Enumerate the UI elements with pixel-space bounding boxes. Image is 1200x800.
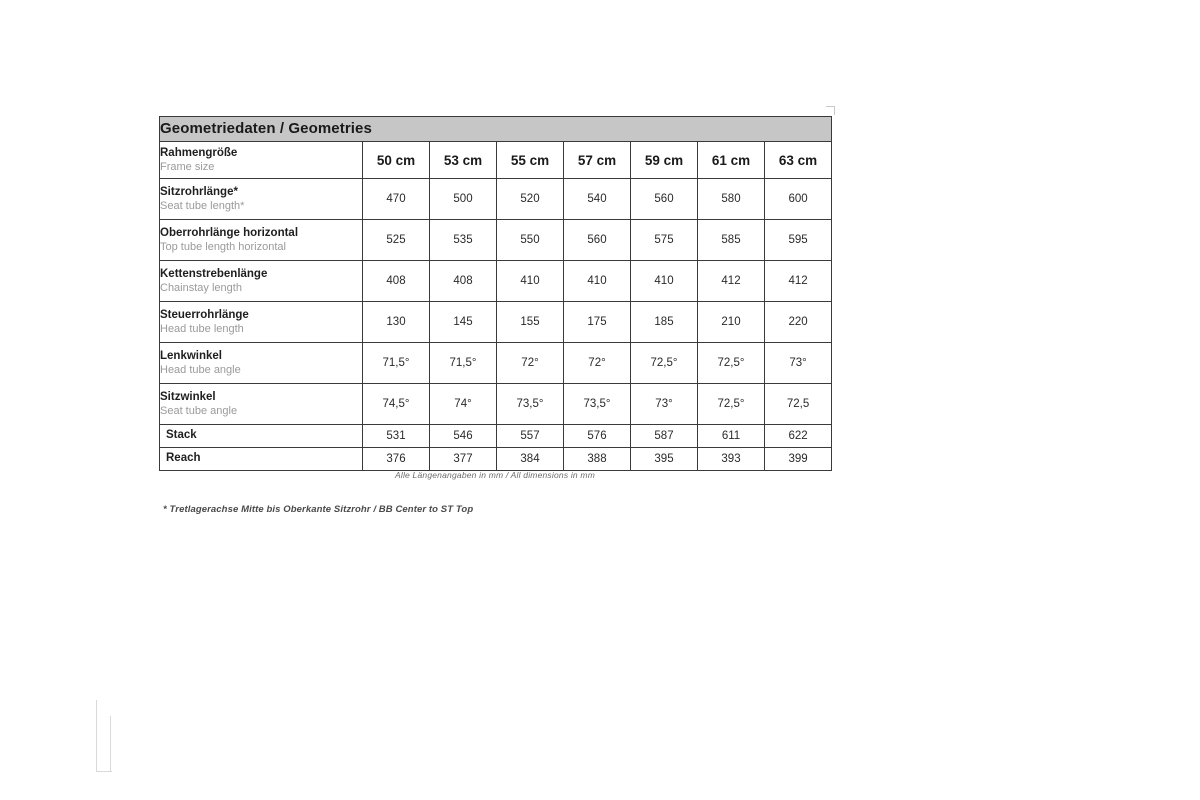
row-label-de: Oberrohrlänge horizontal	[160, 227, 299, 239]
data-cell: 408	[363, 261, 430, 302]
data-cell: 73,5°	[564, 384, 631, 425]
row-label-de: Lenkwinkel	[160, 350, 222, 362]
data-cell: 130	[363, 302, 430, 343]
data-cell: 576	[564, 425, 631, 448]
scan-artifact-line	[96, 771, 112, 772]
row-label-en: Seat tube angle	[160, 405, 238, 417]
table-row	[160, 448, 832, 471]
table-row	[160, 302, 832, 343]
footnote-bb-center: * Tretlagerachse Mitte bis Oberkante Sitzrohr / BB Center to ST Top	[163, 504, 474, 515]
scan-artifact-line	[96, 700, 97, 772]
data-cell: 220	[765, 302, 832, 343]
data-cell: 72°	[497, 343, 564, 384]
row-label-de: Sitzwinkel	[160, 391, 216, 403]
table-row	[160, 384, 832, 425]
row-label-cell	[160, 220, 363, 261]
row-label-de: Reach	[166, 452, 201, 464]
row-label-en: Top tube length horizontal	[160, 241, 286, 253]
row-label-en: Head tube length	[160, 323, 244, 335]
row-label-en: Seat tube length*	[160, 200, 245, 212]
table-title: Geometriedaten / Geometries	[160, 120, 372, 137]
data-cell: 595	[765, 220, 832, 261]
header-size-59: 59 cm	[631, 142, 698, 179]
table-title-row	[160, 117, 832, 142]
data-cell: 399	[765, 448, 832, 471]
data-cell: 546	[430, 425, 497, 448]
data-cell: 587	[631, 425, 698, 448]
table-row	[160, 425, 832, 448]
header-size-53: 53 cm	[430, 142, 497, 179]
row-label-de: Kettenstrebenlänge	[160, 268, 268, 280]
row-label-cell	[160, 302, 363, 343]
data-cell: 72,5°	[631, 343, 698, 384]
row-label-de: Stack	[166, 429, 197, 441]
table-row	[160, 179, 832, 220]
data-cell: 410	[497, 261, 564, 302]
table-row	[160, 220, 832, 261]
row-label-en: Chainstay length	[160, 282, 242, 294]
data-cell: 585	[698, 220, 765, 261]
data-cell: 412	[698, 261, 765, 302]
data-cell: 145	[430, 302, 497, 343]
data-cell: 410	[631, 261, 698, 302]
data-cell: 395	[631, 448, 698, 471]
scan-artifact-line	[110, 716, 111, 772]
data-cell: 73°	[631, 384, 698, 425]
geometry-table	[159, 116, 832, 471]
data-cell: 74,5°	[363, 384, 430, 425]
data-cell: 600	[765, 179, 832, 220]
data-cell: 408	[430, 261, 497, 302]
table-row	[160, 261, 832, 302]
row-label-cell	[160, 448, 363, 471]
data-cell: 384	[497, 448, 564, 471]
data-cell: 520	[497, 179, 564, 220]
data-cell: 388	[564, 448, 631, 471]
header-label-en: Frame size	[160, 161, 215, 173]
data-cell: 535	[430, 220, 497, 261]
data-cell: 72,5°	[698, 343, 765, 384]
table-header-row	[160, 142, 832, 179]
dimensions-note: Alle Längenangaben in mm / All dimensions in mm	[395, 470, 595, 480]
data-cell: 175	[564, 302, 631, 343]
data-cell: 410	[564, 261, 631, 302]
data-cell: 611	[698, 425, 765, 448]
table-title-cell	[160, 117, 832, 142]
header-size-50: 50 cm	[363, 142, 430, 179]
data-cell: 550	[497, 220, 564, 261]
header-size-55: 55 cm	[497, 142, 564, 179]
data-cell: 72,5°	[698, 384, 765, 425]
data-cell: 531	[363, 425, 430, 448]
data-cell: 71,5°	[430, 343, 497, 384]
data-cell: 393	[698, 448, 765, 471]
data-cell: 622	[765, 425, 832, 448]
data-cell: 500	[430, 179, 497, 220]
header-label-de: Rahmengröße	[160, 147, 238, 159]
data-cell: 560	[631, 179, 698, 220]
data-cell: 74°	[430, 384, 497, 425]
data-cell: 185	[631, 302, 698, 343]
row-label-cell	[160, 261, 363, 302]
data-cell: 470	[363, 179, 430, 220]
data-cell: 412	[765, 261, 832, 302]
scan-artifact-corner	[826, 106, 835, 115]
data-cell: 73,5°	[497, 384, 564, 425]
header-size-57: 57 cm	[564, 142, 631, 179]
row-label-en: Head tube angle	[160, 364, 241, 376]
row-label-cell	[160, 179, 363, 220]
data-cell: 210	[698, 302, 765, 343]
row-label-cell	[160, 343, 363, 384]
table-row	[160, 343, 832, 384]
header-size-63: 63 cm	[765, 142, 832, 179]
data-cell: 557	[497, 425, 564, 448]
data-cell: 71,5°	[363, 343, 430, 384]
row-label-de: Sitzrohrlänge*	[160, 186, 238, 198]
data-cell: 575	[631, 220, 698, 261]
row-label-cell	[160, 384, 363, 425]
header-label-cell	[160, 142, 363, 179]
data-cell: 377	[430, 448, 497, 471]
geometry-table-wrapper	[159, 116, 831, 471]
data-cell: 525	[363, 220, 430, 261]
data-cell: 72°	[564, 343, 631, 384]
data-cell: 155	[497, 302, 564, 343]
data-cell: 560	[564, 220, 631, 261]
data-cell: 73°	[765, 343, 832, 384]
data-cell: 580	[698, 179, 765, 220]
data-cell: 376	[363, 448, 430, 471]
row-label-de: Steuerrohrlänge	[160, 309, 249, 321]
header-size-61: 61 cm	[698, 142, 765, 179]
data-cell: 72,5	[765, 384, 832, 425]
row-label-cell	[160, 425, 363, 448]
data-cell: 540	[564, 179, 631, 220]
